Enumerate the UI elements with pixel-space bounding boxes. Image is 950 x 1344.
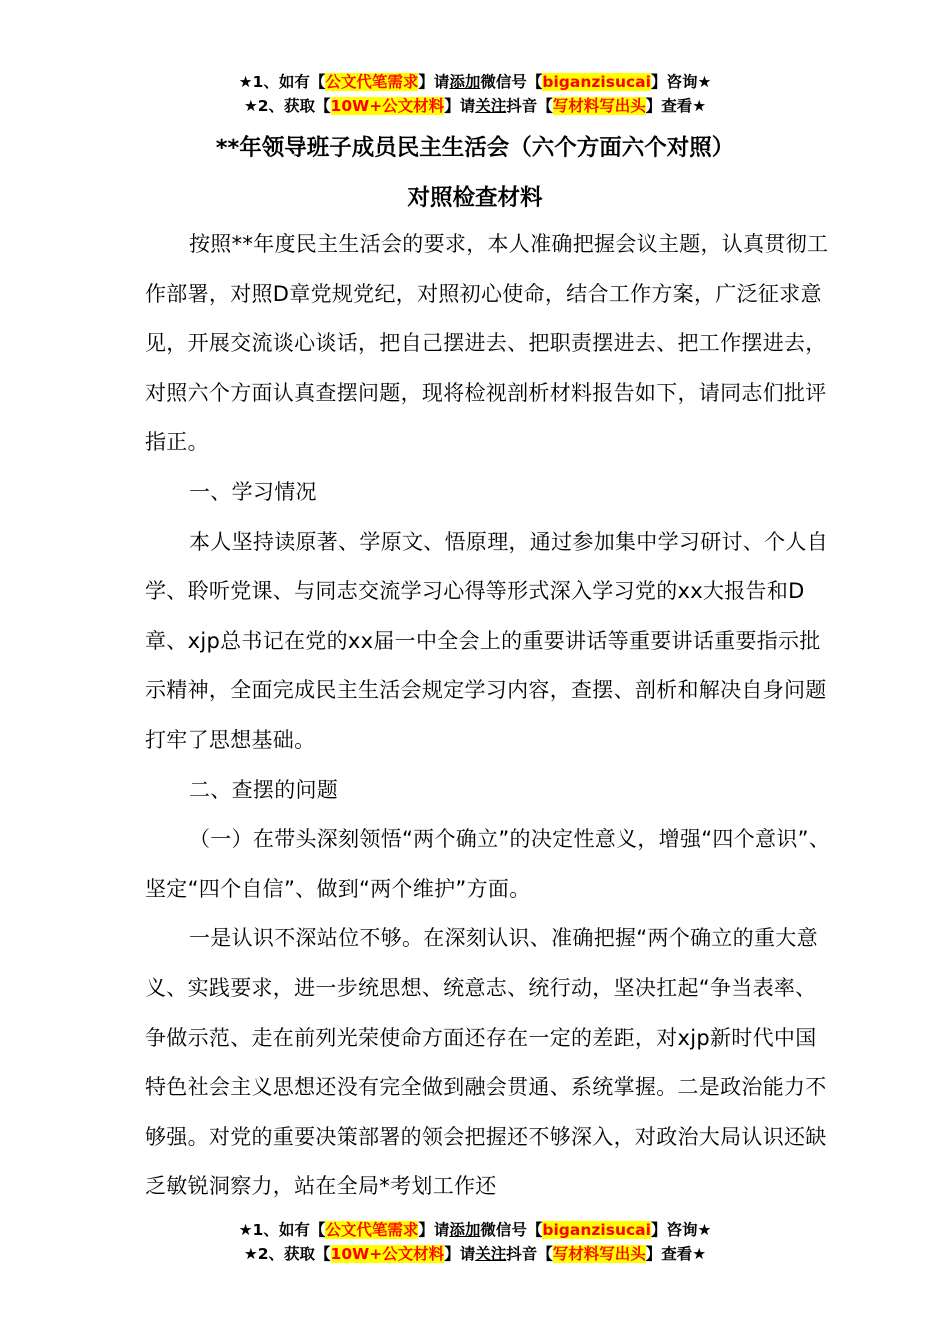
banner-line-2 — [0, 94, 950, 118]
banner-text: ★1、如有【 — [238, 73, 326, 91]
banner-underline: 添加 — [449, 73, 481, 91]
bottom-banner — [0, 1218, 950, 1266]
banner-text: ★2、获取【 — [243, 97, 331, 115]
top-banner — [0, 70, 950, 118]
banner-highlight: 写材料写出头 — [552, 97, 646, 115]
banner-highlight: 10W+公文材料 — [330, 1245, 445, 1263]
document-title-line-2: 对照检查材料 — [407, 185, 543, 211]
study-paragraph: 本人坚持读原著、学原文、悟原理，通过参加集中学习研讨、个人自学、聆听党课、与同志交流学习心得等形式深入学习党的xx大报告和D章、xjp总书记在党的xx届一中全会上的重要讲话等重要讲话重要指示批示精神，全面完成民主生活会规定学习内容，查摆、剖析和解决自身问题打牢了思想基础。 — [145, 529, 828, 752]
banner-text: ★1、如有【 — [238, 1221, 326, 1239]
section-heading-problems: 二、查摆的问题 — [189, 777, 339, 802]
banner-text: 】请 — [418, 73, 450, 91]
section-heading-study: 一、学习情况 — [189, 479, 317, 504]
document-body — [145, 220, 835, 1212]
banner-highlight: biganzisucai — [542, 1221, 651, 1239]
banner-text: 微信号【 — [480, 73, 543, 91]
banner-underline: 关注 — [475, 1245, 507, 1263]
banner-text: ★2、获取【 — [243, 1245, 331, 1263]
banner-highlight: 公文代笔需求 — [325, 73, 419, 91]
banner-text: 】咨询★ — [650, 73, 712, 91]
banner-text: 抖音【 — [506, 97, 553, 115]
banner-highlight: biganzisucai — [542, 73, 651, 91]
banner-highlight: 写材料写出头 — [552, 1245, 646, 1263]
banner-text: 抖音【 — [506, 1245, 553, 1263]
intro-paragraph: 按照**年度民主生活会的要求，本人准确把握会议主题，认真贯彻工作部署，对照D章党规党纪，对照初心使命，结合工作方案，广泛征求意见，开展交流谈心谈话，把自己摆进去、把职责摆进去、把工作摆进去，对照六个方面认真查摆问题，现将检视剖析材料报告如下，请同志们批评指正。 — [145, 232, 829, 455]
banner-highlight: 10W+公文材料 — [330, 97, 445, 115]
problems-paragraph: 一是认识不深站位不够。在深刻认识、准确把握“两个确立的重大意义、实践要求，进一步统思想、统意志、统行动，坚决扛起“争当表率、争做示范、走在前列光荣使命方面还存在一定的差距，对xjp新时代中国特色社会主义思想还没有完全做到融会贯通、系统掌握。二是政治能力不够强。对党的重要决策部署的领会把握还不够深入，对政治大局认识还缺乏敏锐洞察力，站在全局*考划工作还 — [145, 926, 827, 1199]
banner-text: 微信号【 — [480, 1221, 543, 1239]
banner-line-1 — [0, 1218, 950, 1242]
document-title-line-1: **年领导班子成员民主生活会（六个方面六个对照） — [215, 135, 735, 161]
banner-underline: 关注 — [475, 97, 507, 115]
banner-highlight: 公文代笔需求 — [325, 1221, 419, 1239]
banner-text: 】查看★ — [645, 97, 707, 115]
banner-underline: 添加 — [449, 1221, 481, 1239]
banner-text: 】请 — [444, 1245, 476, 1263]
banner-line-1 — [0, 70, 950, 94]
banner-text: 】请 — [444, 97, 476, 115]
banner-text: 】查看★ — [645, 1245, 707, 1263]
banner-line-2 — [0, 1242, 950, 1266]
banner-text: 】咨询★ — [650, 1221, 712, 1239]
subsection-heading-1: （一）在带头深刻领悟“两个确立”的决定性意义，增强“四个意识”、坚定“四个自信”、做到“两个维护”方面。 — [145, 827, 831, 901]
banner-text: 】请 — [418, 1221, 450, 1239]
